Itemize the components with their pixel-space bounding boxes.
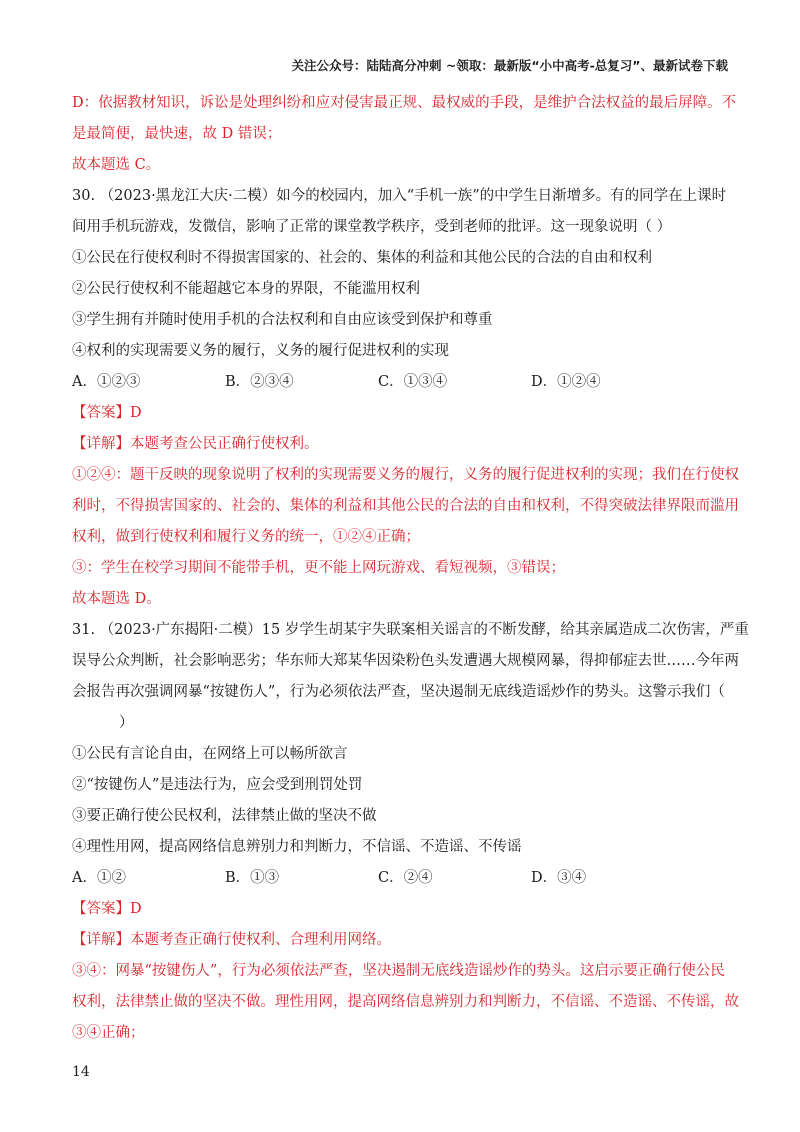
q31-item-3: ③要正确行使公民权利，法律禁止做的坚决不做 [72, 808, 377, 824]
q30-stem-line1: 30. （2023·黑龙江大庆·二模）如今的校园内，加入“手机一族”的中学生日渐增多。有的同学在上课时 [72, 188, 727, 204]
q31-stem-line2: 误导公众判断，社会影响恶劣；华东师大郑某华因染粉色头发遭遇大规模网暴，得抑郁症去世……今年两 [72, 653, 739, 669]
q30-item-3: ③学生拥有并随时使用手机的合法权利和自由应该受到保护和尊重 [72, 312, 493, 328]
q31-option-a: A．①② [72, 870, 126, 886]
q30-stem-line2: 间用手机玩游戏，发微信，影响了正常的课堂教学秩序，受到老师的批评。这一现象说明（ ） [72, 219, 672, 235]
q31-answer-label: 【答案】 [72, 901, 130, 917]
page-number: 14 [72, 1064, 90, 1080]
q30-option-d: D．①②④ [531, 374, 601, 390]
q31-stem-line3: 会报告再次强调网暴“按键伤人”，行为必须依法严查，坚决遏制无底线造谣炒作的势头。这警示我们（ [72, 684, 725, 700]
q30-explanation-line3: 权利，做到行使权利和履行义务的统一，①②④正确； [72, 529, 420, 545]
q31-item-2: ②“按键伤人”是违法行为，应会受到刑罚处罚 [72, 777, 363, 793]
q31-explanation-line1: ③④：网暴“按键伤人”，行为必须依法严查，坚决遏制无底线造谣炒作的势头。这启示要正确行使公民 [72, 963, 725, 979]
q30-answer-label: 【答案】 [72, 405, 130, 421]
page-content [72, 88, 749, 1049]
q31-option-d: D．③④ [531, 870, 587, 886]
q30-conclusion: 故本题选 D。 [72, 591, 161, 607]
q31-option-b: B．①③ [225, 870, 280, 886]
q30-explanation-line1: ①②④：题干反映的现象说明了权利的实现需要义务的履行，义务的履行促进权利的实现；我们在行使权 [72, 467, 739, 483]
q30-detail-label: 【详解】 [72, 436, 130, 452]
q30-explanation-item3: ③：学生在校学习期间不能带手机，更不能上网玩游戏、看短视频，③错误； [72, 560, 565, 576]
q30-option-c: C．①③④ [378, 374, 448, 390]
q30-explanation-line2: 利时，不得损害国家的、社会的、集体的利益和其他公民的合法的自由和权利，不得突破法律界限而滥用 [72, 498, 739, 514]
q30-detail [72, 429, 727, 460]
q31-stem-line1: 31. （2023·广东揭阳·二模）15 岁学生胡某宇失联案相关谣言的不断发酵，给其亲属造成二次伤害，严重 [72, 622, 749, 638]
q31-answer [72, 894, 727, 925]
q31-detail-text: 本题考查正确行使权利、合理利用网络。 [130, 932, 391, 948]
q31-item-1: ①公民有言论自由，在网络上可以畅所欲言 [72, 746, 348, 762]
q30-answer [72, 398, 727, 429]
q30-option-a: A．①②③ [72, 374, 141, 390]
q31-detail-label: 【详解】 [72, 932, 130, 948]
q31-detail [72, 925, 727, 956]
prev-option-d-line2: 是最简便，最快速，故 D 错误； [72, 126, 282, 142]
q30-item-4: ④权利的实现需要义务的履行，义务的履行促进权利的实现 [72, 343, 449, 359]
q31-item-4: ④理性用网，提高网络信息辨别力和判断力，不信谣、不造谣、不传谣 [72, 839, 522, 855]
q31-options [72, 863, 727, 894]
q31-explanation-line2: 权利，法律禁止做的坚决不做。理性用网，提高网络信息辨别力和判断力，不信谣、不造谣、不传谣，故 [72, 994, 739, 1010]
q30-detail-text: 本题考查公民正确行使权利。 [130, 436, 319, 452]
q30-item-1: ①公民在行使权利时不得损害国家的、社会的、集体的利益和其他公民的合法的自由和权利 [72, 250, 652, 266]
q30-item-2: ②公民行使权利不能超越它本身的界限，不能滥用权利 [72, 281, 420, 297]
q30-option-b: B．②③④ [225, 374, 294, 390]
q31-explanation-line3: ③④正确； [72, 1025, 145, 1041]
q31-answer-value: D [130, 901, 142, 917]
prev-conclusion: 故本题选 C。 [72, 157, 161, 173]
q30-options [72, 367, 727, 398]
page-header: 关注公众号：陆陆高分冲刺 ~领取：最新版“小中高考-总复习”、最新试卷下载 [291, 58, 728, 73]
q30-answer-value: D [130, 405, 142, 421]
q31-stem-line4: ） [119, 715, 134, 731]
prev-option-d-line1: D：依据教材知识，诉讼是处理纠纷和应对侵害最正规、最权威的手段，是维护合法权益的最后屏障。不 [72, 95, 737, 111]
q31-option-c: C．②④ [378, 870, 433, 886]
